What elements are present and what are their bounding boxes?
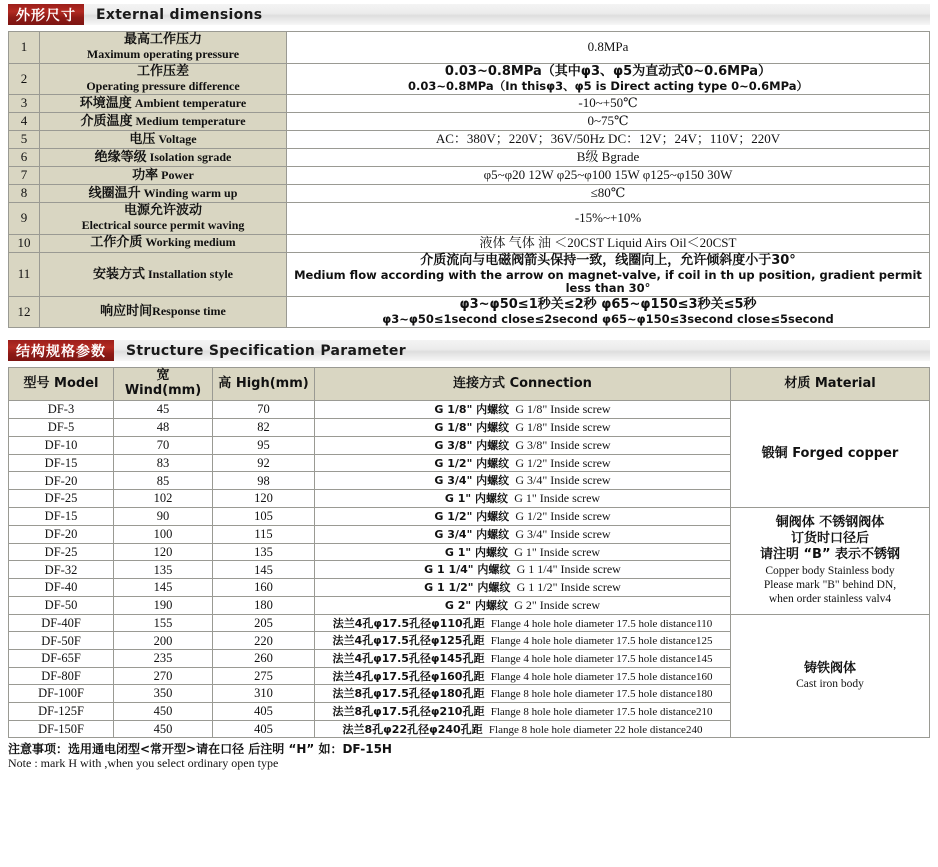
section-banner-structure-spec — [8, 340, 930, 361]
cell-height: 260 — [213, 650, 315, 668]
col-header-material: 材质 Material — [731, 368, 930, 401]
row-label — [40, 297, 287, 328]
cell-model: DF-15 — [9, 507, 114, 525]
cell-width: 270 — [114, 667, 213, 685]
cell-width: 450 — [114, 720, 213, 738]
connection-en: G 3/4" Inside screw — [515, 473, 611, 488]
table-row — [9, 252, 930, 296]
connection-en: Flange 8 hole hole diameter 17.5 hole distance180 — [490, 688, 713, 701]
cell-width: 83 — [114, 454, 213, 472]
cell-model: DF-50F — [9, 632, 114, 650]
table-row — [9, 203, 930, 235]
cell-width: 70 — [114, 436, 213, 454]
table-row — [9, 297, 930, 328]
table-row — [9, 234, 930, 252]
row-label-en: Working medium — [145, 235, 236, 250]
connection-cn: G 3/4" 内螺纹 — [434, 527, 510, 541]
material-line-en: Cast iron body — [796, 677, 864, 690]
cell-height: 180 — [213, 596, 315, 614]
row-value — [287, 252, 930, 296]
row-label-en: Medium temperature — [135, 114, 246, 129]
row-label-en: Voltage — [158, 131, 197, 146]
row-index: 12 — [9, 297, 40, 328]
cell-connection — [315, 702, 731, 720]
row-label-en: Winding warm up — [143, 185, 238, 200]
row-value-line: 0.03~0.8MPa（其中φ3、φ5为直动式0~0.6MPa） — [444, 64, 772, 80]
cell-model: DF-10 — [9, 436, 114, 454]
cell-connection — [315, 401, 731, 419]
cell-width: 135 — [114, 561, 213, 579]
connection-cn: G 1 1/4" 内螺纹 — [424, 563, 511, 577]
row-label-cn: 线圈温升 — [88, 185, 141, 201]
connection-en: Flange 4 hole hole diameter 17.5 hole distance125 — [490, 635, 713, 648]
connection-cn: 法兰4孔φ17.5孔径φ145孔距 — [332, 652, 485, 666]
row-value-line: φ5~φ20 12W φ25~φ100 15W φ125~φ150 30W — [483, 167, 733, 183]
cell-connection — [315, 614, 731, 632]
material-line-cn: 铸铁阀体 — [803, 660, 856, 676]
row-value-line: -15%~+10% — [574, 209, 642, 225]
cell-height: 205 — [213, 614, 315, 632]
cell-width: 235 — [114, 650, 213, 668]
cell-height: 220 — [213, 632, 315, 650]
row-label-cn: 响应时间 — [100, 304, 153, 320]
cell-model: DF-40F — [9, 614, 114, 632]
cell-connection — [315, 454, 731, 472]
cell-height: 98 — [213, 472, 315, 490]
cell-connection — [315, 579, 731, 597]
row-label-cn: 安装方式 — [92, 266, 145, 282]
row-value-line: -10~+50℃ — [578, 95, 638, 111]
cell-connection — [315, 685, 731, 703]
section-title-en: External dimensions — [96, 6, 263, 23]
row-value-line: B级 Bgrade — [576, 149, 640, 165]
row-value — [287, 234, 930, 252]
row-index: 2 — [9, 63, 40, 95]
table-row — [9, 507, 930, 525]
row-label-cn: 环境温度 — [79, 96, 132, 112]
row-value — [287, 131, 930, 149]
connection-en: Flange 4 hole hole diameter 17.5 hole distance160 — [490, 670, 713, 683]
table-row — [9, 401, 930, 419]
material-line-cn: 订货时口径后 — [790, 531, 869, 547]
col-header-connection: 连接方式 Connection — [315, 368, 731, 401]
external-dimensions-table — [8, 31, 930, 328]
material-line-en: Please mark "B" behind DN, — [763, 579, 897, 592]
cell-width: 90 — [114, 507, 213, 525]
cell-model: DF-20 — [9, 472, 114, 490]
row-index: 9 — [9, 203, 40, 235]
row-label — [40, 252, 287, 296]
footnote-line-cn: 注意事项：选用通电闭型<常开型>请在口径 后注明 “H” 如：DF-15H — [8, 742, 392, 757]
cell-height: 70 — [213, 401, 315, 419]
row-label — [40, 131, 287, 149]
connection-cn: G 1/8" 内螺纹 — [434, 420, 510, 434]
connection-cn: G 1" 内螺纹 — [444, 545, 508, 559]
row-label-cn: 最高工作压力 — [123, 32, 202, 47]
row-value-line: ≤80℃ — [590, 185, 626, 201]
table-row — [9, 113, 930, 131]
cell-model: DF-125F — [9, 702, 114, 720]
connection-en: G 1 1/4" Inside screw — [516, 562, 621, 577]
row-label-en: Power — [161, 167, 194, 182]
row-index: 8 — [9, 185, 40, 203]
cell-model: DF-20 — [9, 525, 114, 543]
cell-material — [731, 401, 930, 508]
material-line-cn: 请注明 “B” 表示不锈钢 — [759, 547, 901, 563]
cell-width: 200 — [114, 632, 213, 650]
connection-en: G 1" Inside screw — [514, 544, 601, 559]
cell-connection — [315, 418, 731, 436]
cell-connection — [315, 525, 731, 543]
table-row — [9, 185, 930, 203]
row-label-en: Installation style — [148, 266, 234, 281]
connection-cn: G 3/4" 内螺纹 — [434, 474, 510, 488]
cell-connection — [315, 436, 731, 454]
connection-cn: G 1 1/2" 内螺纹 — [424, 581, 511, 595]
row-label-en: Ambient temperature — [134, 96, 247, 111]
cell-model: DF-3 — [9, 401, 114, 419]
cell-width: 145 — [114, 579, 213, 597]
cell-height: 145 — [213, 561, 315, 579]
cell-model: DF-100F — [9, 685, 114, 703]
row-label-en: Operating pressure difference — [86, 78, 240, 93]
cell-connection — [315, 596, 731, 614]
row-label-cn: 工作介质 — [90, 235, 143, 251]
row-value — [287, 297, 930, 328]
cell-connection — [315, 632, 731, 650]
connection-en: G 1/2" Inside screw — [515, 508, 611, 523]
table-row — [9, 131, 930, 149]
cell-model: DF-150F — [9, 720, 114, 738]
row-index: 5 — [9, 131, 40, 149]
row-value — [287, 32, 930, 64]
connection-cn: 法兰8孔φ17.5孔径φ210孔距 — [332, 704, 485, 718]
cell-connection — [315, 543, 731, 561]
row-value — [287, 167, 930, 185]
row-index: 11 — [9, 252, 40, 296]
row-label — [40, 234, 287, 252]
cell-connection — [315, 472, 731, 490]
cell-material — [731, 614, 930, 737]
table-header-row — [9, 368, 930, 401]
row-label — [40, 167, 287, 185]
cell-connection — [315, 650, 731, 668]
row-label-cn: 介质温度 — [80, 114, 133, 130]
row-label-cn: 电压 — [129, 131, 156, 147]
row-label-en: Isolation sgrade — [149, 149, 232, 164]
row-index: 1 — [9, 32, 40, 64]
cell-model: DF-40 — [9, 579, 114, 597]
row-value-line: AC：380V；220V；36V/50Hz DC：12V；24V；110V；220V — [435, 131, 781, 147]
section-banner-external-dimensions — [8, 4, 930, 25]
table-row — [9, 149, 930, 167]
row-label — [40, 113, 287, 131]
connection-cn: 法兰4孔φ17.5孔径φ110孔距 — [332, 616, 485, 630]
footnote-line-en: Note : mark H with ,when you select ordinary open type — [8, 755, 279, 770]
cell-model: DF-15 — [9, 454, 114, 472]
cell-height: 275 — [213, 667, 315, 685]
row-value — [287, 149, 930, 167]
connection-en: G 3/8" Inside screw — [515, 437, 611, 452]
structure-spec-table — [8, 367, 930, 738]
row-index: 10 — [9, 234, 40, 252]
cell-model: DF-65F — [9, 650, 114, 668]
cell-model: DF-25 — [9, 543, 114, 561]
cell-width: 190 — [114, 596, 213, 614]
material-line-en: when order stainless valv4 — [768, 593, 892, 606]
cell-height: 92 — [213, 454, 315, 472]
connection-en: G 1/8" Inside screw — [515, 402, 611, 417]
row-value-line: 0.8MPa — [587, 38, 629, 54]
col-header-model: 型号 Model — [9, 368, 114, 401]
row-value-line: 介质流向与电磁阀箭头保持一致，线圈向上，允许倾斜度小于30° — [420, 252, 796, 268]
table-row — [9, 167, 930, 185]
connection-en: G 1/8" Inside screw — [515, 419, 611, 434]
cell-width: 102 — [114, 490, 213, 508]
page-root — [0, 4, 938, 867]
cell-height: 105 — [213, 507, 315, 525]
row-index: 3 — [9, 95, 40, 113]
cell-height: 115 — [213, 525, 315, 543]
row-label — [40, 149, 287, 167]
row-value — [287, 95, 930, 113]
connection-en: Flange 8 hole hole diameter 22 hole distance240 — [488, 723, 703, 736]
row-label — [40, 185, 287, 203]
connection-cn: G 1" 内螺纹 — [444, 492, 508, 506]
connection-en: G 3/4" Inside screw — [515, 526, 611, 541]
cell-model: DF-80F — [9, 667, 114, 685]
table-row — [9, 63, 930, 95]
row-index: 6 — [9, 149, 40, 167]
cell-connection — [315, 667, 731, 685]
section2-title-en: Structure Specification Parameter — [126, 342, 406, 359]
cell-height: 95 — [213, 436, 315, 454]
section-badge-cn: 外形尺寸 — [8, 4, 84, 25]
row-value — [287, 63, 930, 95]
row-label-en: Response time — [152, 304, 226, 319]
cell-height: 82 — [213, 418, 315, 436]
col-header-width: 宽 Wind(mm) — [114, 368, 213, 401]
cell-height: 405 — [213, 702, 315, 720]
row-label — [40, 203, 287, 235]
row-index: 7 — [9, 167, 40, 185]
table-row — [9, 614, 930, 632]
connection-cn: G 2" 内螺纹 — [444, 598, 508, 612]
connection-en: G 2" Inside screw — [514, 597, 601, 612]
connection-cn: 法兰4孔φ17.5孔径φ125孔距 — [332, 634, 485, 648]
connection-en: Flange 4 hole hole diameter 17.5 hole distance145 — [490, 653, 713, 666]
cell-model: DF-5 — [9, 418, 114, 436]
material-line-cn: 铜阀体 不锈钢阀体 — [775, 514, 885, 530]
row-label-en: Electrical source permit waving — [81, 218, 245, 233]
connection-en: G 1/2" Inside screw — [515, 455, 611, 470]
connection-cn: G 1/8" 内螺纹 — [434, 403, 510, 417]
row-label — [40, 95, 287, 113]
row-label — [40, 63, 287, 95]
row-label-cn: 电源允许波动 — [123, 203, 202, 219]
cell-width: 48 — [114, 418, 213, 436]
cell-width: 120 — [114, 543, 213, 561]
cell-height: 310 — [213, 685, 315, 703]
material-line-cn: 锻铜 Forged copper — [761, 445, 899, 461]
cell-width: 350 — [114, 685, 213, 703]
connection-cn: G 1/2" 内螺纹 — [434, 456, 510, 470]
connection-cn: G 3/8" 内螺纹 — [434, 438, 510, 452]
row-value — [287, 113, 930, 131]
footnote — [8, 743, 930, 770]
cell-connection — [315, 490, 731, 508]
row-label-cn: 工作压差 — [136, 63, 189, 79]
cell-width: 45 — [114, 401, 213, 419]
connection-en: Flange 8 hole hole diameter 17.5 hole distance210 — [490, 705, 713, 718]
table-row — [9, 32, 930, 64]
cell-height: 135 — [213, 543, 315, 561]
cell-connection — [315, 561, 731, 579]
row-value-line: φ3~φ50≤1second close≤2second φ65~φ150≤3second close≤5second — [382, 312, 834, 327]
row-value — [287, 185, 930, 203]
cell-width: 85 — [114, 472, 213, 490]
row-value — [287, 203, 930, 235]
row-value-line: Medium flow according with the arrow on magnet-valve, if coil in th up position, gradient permit less than 30° — [294, 267, 922, 295]
row-index: 4 — [9, 113, 40, 131]
row-label — [40, 32, 287, 64]
row-value-line: φ3~φ50≤1秒关≤2秒 φ65~φ150≤3秒关≤5秒 — [459, 297, 757, 313]
cell-height: 405 — [213, 720, 315, 738]
cell-width: 100 — [114, 525, 213, 543]
cell-connection — [315, 720, 731, 738]
cell-material — [731, 507, 930, 614]
col-header-height: 高 High(mm) — [213, 368, 315, 401]
material-line-en: Copper body Stainless body — [765, 564, 895, 577]
row-label-cn: 绝缘等级 — [94, 149, 147, 165]
row-value-line: 0~75℃ — [587, 113, 629, 129]
connection-cn: 法兰4孔φ17.5孔径φ160孔距 — [332, 669, 485, 683]
connection-en: G 1" Inside screw — [514, 491, 601, 506]
cell-height: 120 — [213, 490, 315, 508]
cell-height: 160 — [213, 579, 315, 597]
cell-model: DF-25 — [9, 490, 114, 508]
row-label-en: Maximum operating pressure — [86, 46, 240, 61]
cell-width: 155 — [114, 614, 213, 632]
row-value-line: 0.03~0.8MPa（In thisφ3、φ5 is Direct acting type 0~0.6MPa） — [407, 78, 808, 93]
connection-cn: 法兰8孔φ22孔径φ240孔距 — [342, 722, 483, 736]
table-row — [9, 95, 930, 113]
section2-badge-cn: 结构规格参数 — [8, 340, 114, 361]
row-label-cn: 功率 — [132, 167, 159, 183]
connection-en: G 1 1/2" Inside screw — [516, 580, 621, 595]
cell-width: 450 — [114, 702, 213, 720]
cell-connection — [315, 507, 731, 525]
connection-en: Flange 4 hole hole diameter 17.5 hole distance110 — [490, 617, 713, 630]
row-value-line: 液体 气体 油 ＜20CST Liquid Airs Oil＜20CST — [479, 234, 737, 250]
cell-model: DF-50 — [9, 596, 114, 614]
connection-cn: G 1/2" 内螺纹 — [434, 509, 510, 523]
connection-cn: 法兰8孔φ17.5孔径φ180孔距 — [332, 687, 485, 701]
cell-model: DF-32 — [9, 561, 114, 579]
